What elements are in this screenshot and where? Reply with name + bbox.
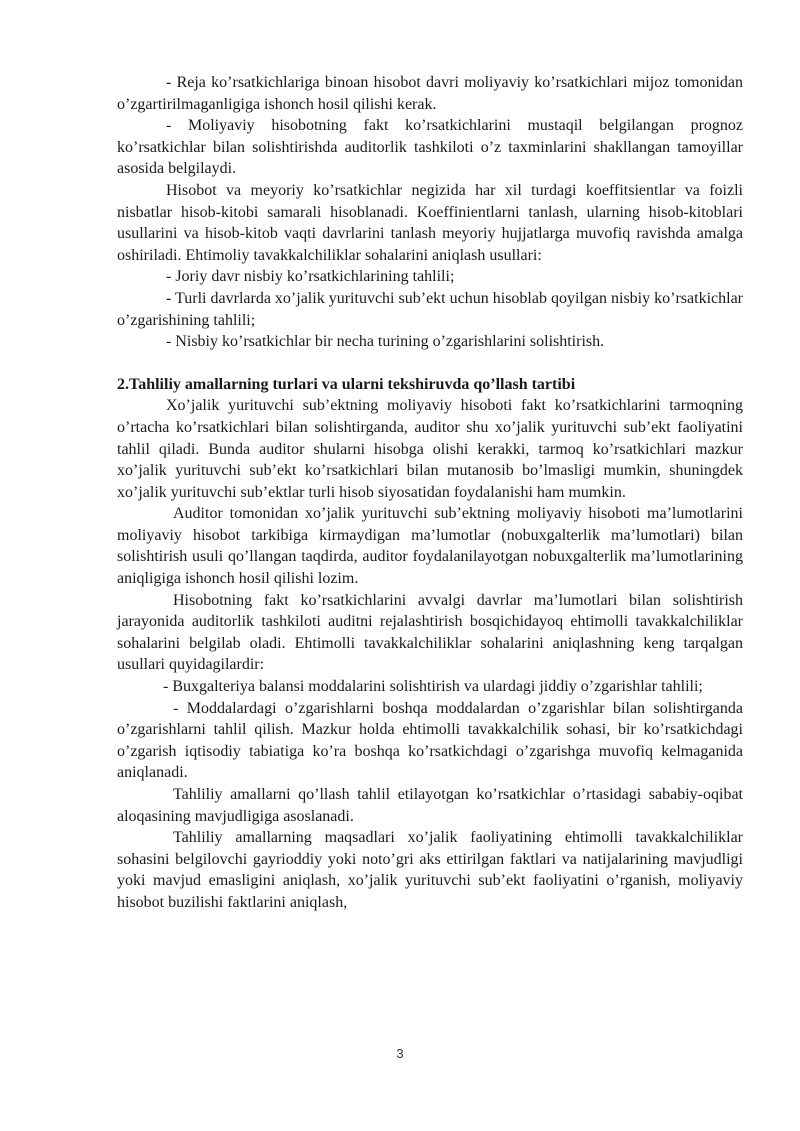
paragraph-reja: - Reja ko’rsatkichlariga binoan hisobot davri moliyaviy ko’rsatkichlari mijoz tomonidan o’zgartirilmaganligiga ishonch hosil qilishi kerak.	[117, 74, 743, 113]
paragraph-auditor-tomonidan: Auditor tomonidan xo’jalik yurituvchi sub’ektning moliyaviy hisoboti ma’lumotlarini moliyaviy hisobot tarkibiga kirmaydigan ma’lumotlar (nobuxgalterlik ma’lumotlari) bilan solishtirish usuli qo’llangan taqdirda, auditor foydalanilayotgan nobuxgalterlik ma’lumotlarining aniqligiga ishonch hosil qilishi lozim.	[117, 505, 743, 588]
paragraph-xojalik: Xo’jalik yurituvchi sub’ektning moliyaviy hisoboti fakt ko’rsatkichlarini tarmoqning o’rtacha ko’rsatkichlari bilan solishtirganda, auditor shu xo’jalik yurituvchi sub’ekt faoliyatini tahlil qiladi. Bunda auditor shularni hisobga olishi kerakki, tarmoq ko’rsatkichlari mazkur xo’jalik yurituvchi sub’ekt ko’rsatkichlari bilan mutanosib bo’lmasligi mumkin, shuningdek xo’jalik yurituvchi sub’ektlar turli hisob siyosatidan foydalanishi ham mumkin.	[117, 397, 743, 501]
paragraph-tahliliy-qollash: Tahliliy amallarni qo’llash tahlil etilayotgan ko’rsatkichlar o’rtasidagi sababiy-oqibat aloqasining mavjudligiga asoslanadi.	[117, 786, 743, 825]
list-item-buxgalteriya: - Buxgalteriya balansi moddalarini solishtirish va ulardagi jiddiy o’zgarishlar tahlili;	[163, 678, 703, 696]
list-item-nisbiy: - Nisbiy ko’rsatkichlar bir necha turining o’zgarishlarini solishtirish.	[166, 333, 605, 351]
paragraph-hisobotning-fakt: Hisobotning fakt ko’rsatkichlarini avvalgi davrlar ma’lumotlari bilan solishtirish jarayonida auditorlik tashkiloti auditni rejalashtirish bosqichidayoq ehtimolli tavakkalchiliklar sohalarini belgilab oladi. Ehtimolli tavakkalchiliklar sohalarini aniqlashning keng tarqalgan usullari quyidagilardir:	[117, 591, 743, 674]
list-item-moddalardagi: - Moddalardagi o’zgarishlarni boshqa moddalardan o’zgarishlar bilan solishtirganda o’zgarishlarni tahlil qilish. Mazkur holda ehtimolli tavakkalchilik sohasi, bir ko’rsatkichdagi o’zgarish iqtisodiy tabiatiga ko’ra boshqa ko’rsatkichdagi o’zgarishga muvofiq kelmaganida aniqlanadi.	[117, 699, 743, 782]
section-heading: 2.Tahliliy amallarning turlari va ularni tekshiruvda qo’llash tartibi	[117, 375, 576, 393]
paragraph-hisobot-meyoriy: Hisobot va meyoriy ko’rsatkichlar negizida har xil turdagi koeffitsientlar va foizli nisbatlar hisob-kitobi samarali hisoblanadi. Koeffinientlarni tanlash, ularning hisob-kitoblari usullarini va hisob-kitob vaqti davrlarini tanlash meyoriy hujjatlarga muvofiq ravishda amalga oshiriladi. Ehtimoliy tavakkalchiliklar sohalarini aniqlash usullari:	[117, 181, 743, 264]
list-item-joriy-davr: - Joriy davr nisbiy ko’rsatkichlarining tahlili;	[166, 268, 455, 286]
list-item-turli-davrlarda: - Turli davrlarda xo’jalik yurituvchi sub’ekt uchun hisoblab qoyilgan nisbiy ko’rsatkichlar o’zgarishining tahlili;	[117, 289, 743, 329]
document-page	[117, 72, 743, 914]
page-number: 3	[396, 1046, 404, 1061]
paragraph-moliyaviy-hisobot: - Moliyaviy hisobotning fakt ko’rsatkichlarini mustaqil belgilangan prognoz ko’rsatkichlar bilan solishtirishda auditorlik tashkiloti o’z taxminlarini shakllangan tamoyillar asosida belgilaydi.	[117, 117, 743, 178]
paragraph-tahliliy-maqsadlari: Tahliliy amallarning maqsadlari xo’jalik faoliyatining ehtimolli tavakkalchiliklar sohasini belgilovchi gayrioddiy yoki noto’gri aks ettirilgan faktlari va natijalarining mavjudligi yoki mavjud emasligini aniqlash, xo’jalik yurituvchi sub’ekt faoliyatini o’rganish, moliyaviy hisobot buzilishi faktlarini aniqlash,	[117, 829, 743, 911]
